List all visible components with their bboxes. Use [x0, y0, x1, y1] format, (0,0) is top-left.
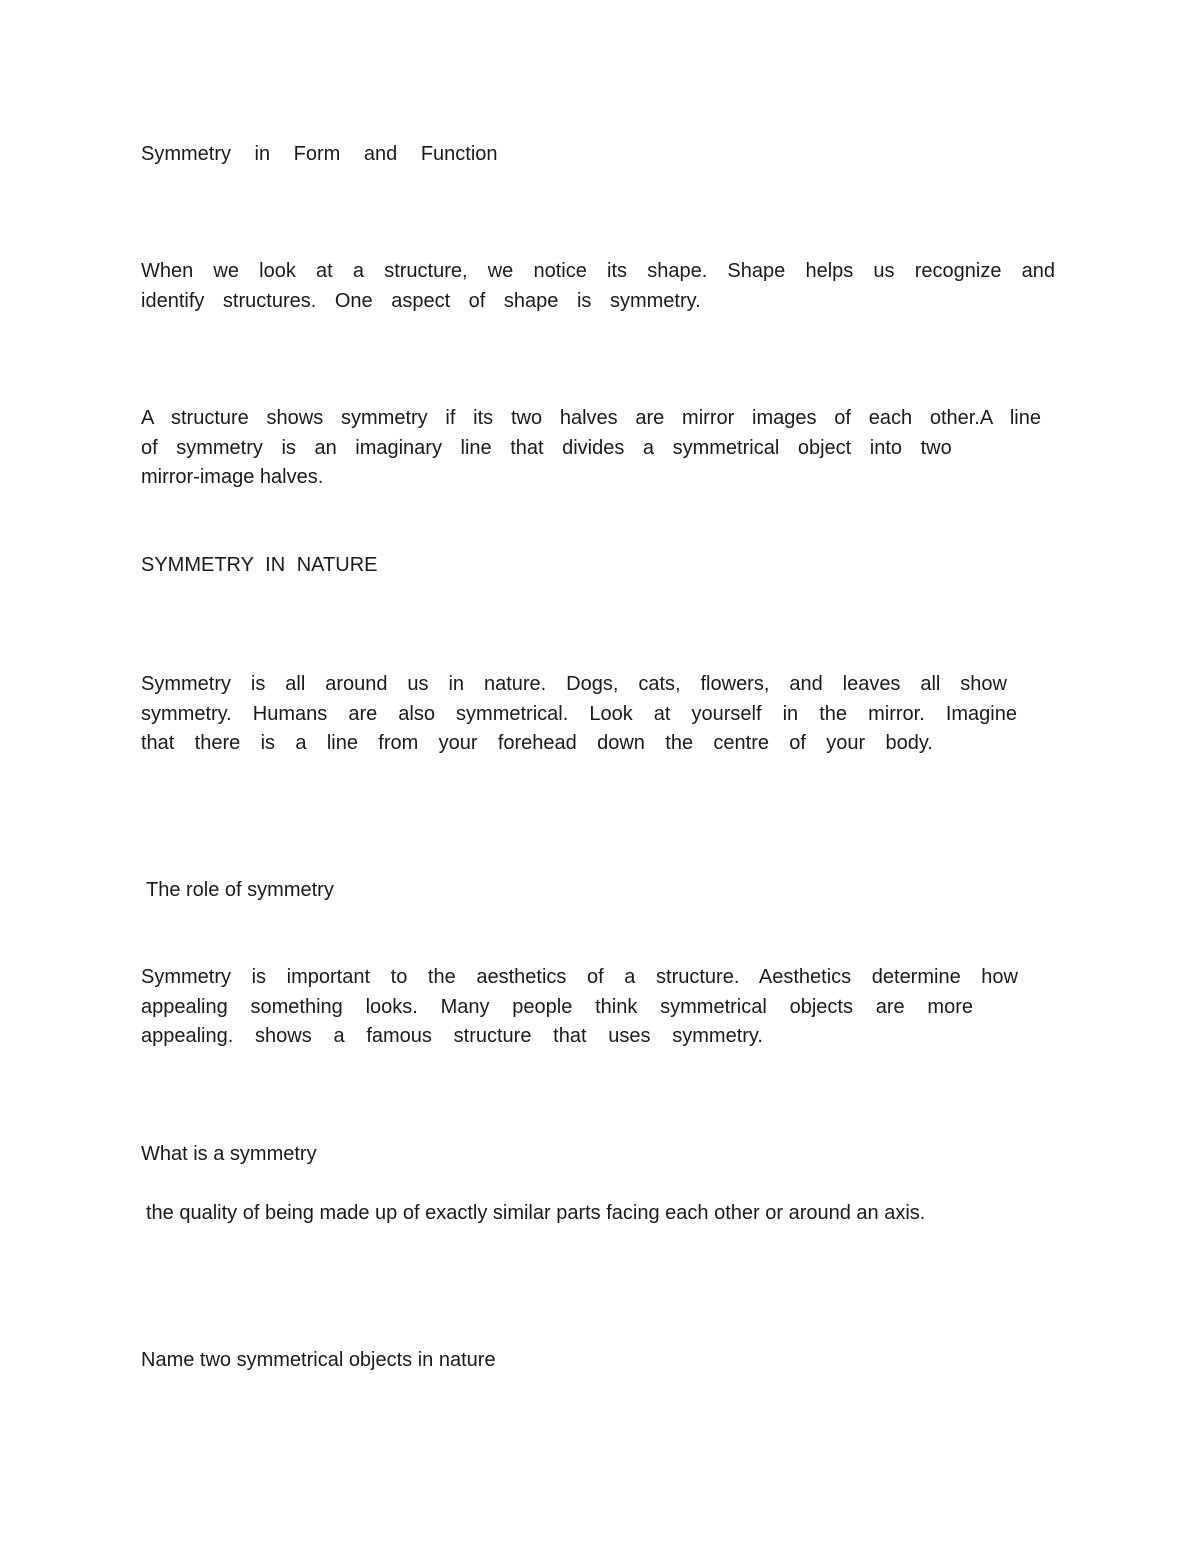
- nature-heading-text: SYMMETRY IN NATURE: [141, 554, 378, 576]
- role-line-3: appealing. shows a famous structure that uses symmetry.: [141, 1025, 763, 1047]
- role-line-2: appealing something looks. Many people think symmetrical objects are more: [141, 995, 973, 1018]
- answer-1-text: the quality of being made up of exactly similar parts facing each other or around an axis.: [146, 1202, 926, 1224]
- question-1: [141, 1140, 1061, 1170]
- nature-line-2: symmetry. Humans are also symmetrical. Look at yourself in the mirror. Imagine: [141, 702, 1017, 725]
- role-heading-text: The role of symmetry: [146, 879, 334, 901]
- title-text: Symmetry in Form and Function: [141, 143, 498, 165]
- intro-line-2: identify structures. One aspect of shape is symmetry.: [141, 289, 701, 312]
- intro-line-1: When we look at a structure, we notice its shape. Shape helps us recognize and: [141, 260, 1055, 282]
- document-title: [141, 140, 1061, 170]
- question-2-text: Name two symmetrical objects in nature: [141, 1349, 496, 1371]
- role-paragraph: [141, 963, 1018, 1052]
- question-2: [141, 1346, 1061, 1376]
- definition-paragraph: [141, 404, 1041, 493]
- definition-line-2: of symmetry is an imaginary line that divides a symmetrical object into two: [141, 436, 952, 459]
- nature-line-1: Symmetry is all around us in nature. Dogs, cats, flowers, and leaves all show: [141, 673, 1007, 695]
- nature-heading: [141, 551, 1061, 581]
- question-1-text: What is a symmetry: [141, 1143, 317, 1165]
- role-line-1: Symmetry is important to the aesthetics of a structure. Aesthetics determine how: [141, 966, 1018, 988]
- nature-paragraph: [141, 670, 1017, 759]
- nature-line-3: that there is a line from your forehead down the centre of your body.: [141, 732, 933, 754]
- intro-paragraph: [141, 257, 1055, 316]
- role-heading: [146, 876, 1066, 906]
- answer-1: [146, 1199, 1046, 1229]
- definition-line-1: A structure shows symmetry if its two halves are mirror images of each other.A line: [141, 407, 1041, 429]
- definition-line-3: mirror-image halves.: [141, 466, 324, 488]
